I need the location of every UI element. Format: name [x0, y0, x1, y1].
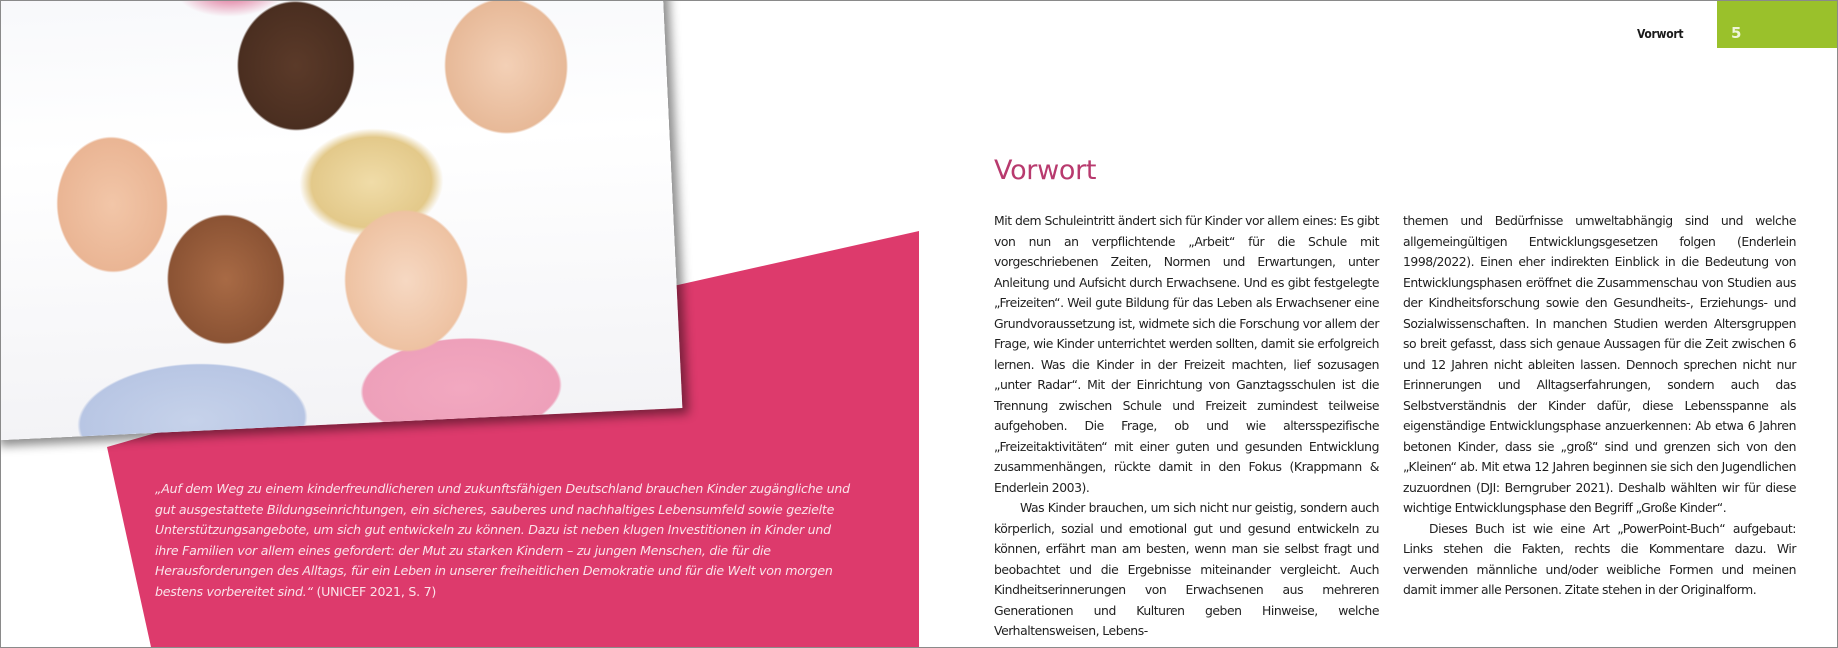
quote-text: „Auf dem Weg zu einem kinderfreundlicheren und zukunftsfähigen Deutschland brauchen Kinder zugängliche und gut ausgestattete Bildungseinrichtungen, ein sicheres, sauberes und nachhaltiges Lebensumfeld sowie gezielte Unterstützungsangebote, um sich gut entwickeln zu können. Dazu ist neben klugen Investitionen in Kinder und ihre Familien vor allem eines gefordert: der Mut zu starken Kindern – zu jungen Menschen, die für die Herausforderungen des Alltags, für ein Leben in unserer freiheitlichen Demokratie und für die Welt von morgen bestens vorbereitet sind.“	[155, 481, 850, 599]
body-column-right	[1403, 211, 1796, 601]
quote-block	[155, 479, 855, 603]
chapter-title: Vorwort	[994, 155, 1097, 187]
paragraph: Dieses Buch ist wie eine Art „PowerPoint-Buch“ aufgebaut: Links stehen die Fakten, rechts die Kommentare dazu. Wir verwenden männliche und/oder weibliche Formen und meinen damit immer alle Personen. Zitate stehen in der Originalform.	[1403, 520, 1796, 597]
quote-citation: (UNICEF 2021, S. 7)	[316, 583, 436, 599]
page-number-tab	[1717, 1, 1837, 48]
paragraph: themen und Bedürfnisse umweltabhängig sind und welche allgemeingültigen Entwicklungsgesetzen folgen (Enderlein 1998/2022). Einen eher indirekten Einblick in die Bedeutung von Entwicklungsphasen eröffnet die Zusammenschau von Studien aus der Kindheitsforschung sowie den Gesundheits-, Erziehungs- und Sozialwissenschaften. In manchen Studien werden Altersgruppen so breit gefasst, dass sich genaue Aussagen für die Zeit zwischen 6 und 12 Jahren nicht ableiten lassen. Dennoch sprechen nicht nur Erinnerungen und Alltagserfahrungen, sondern auch das Selbstverständnis der Kinder dafür, diese Lebensspanne als eigenständige Entwicklungsphase anzuerkennen: Ab etwa 6 Jahren betonen Kinder, dass sie „groß“ sind und grenzen sich von den „Kleinen“ ab. Mit etwa 12 Jahren beginnen sie sich den Jugendlichen zuzuordnen (DJI: Berngruber 2021). Deshalb wählten wir für diese wichtige Entwicklungsphase den Begriff „Große Kinder“.	[1403, 213, 1796, 515]
running-head: Vorwort	[1637, 27, 1684, 41]
body-column-left	[994, 211, 1379, 642]
paragraph: Was Kinder brauchen, um sich nicht nur geistig, sondern auch körperlich, sozial und emotional gut und gesund entwickeln zu können, erfährt man am besten, wenn man sie selbst fragt und beobachtet und die Ergebnisse miteinander vergleicht. Auch Kindheitserinnerungen von Erwachsenen aus mehreren Generationen und Kulturen geben Hinweise, welche Verhaltensweisen, Lebens-	[994, 500, 1379, 638]
page-number: 5	[1731, 24, 1742, 42]
paragraph: Mit dem Schuleintritt ändert sich für Kinder vor allem eines: Es gibt von nun an verpflichtende „Arbeit“ für die Schule mit vorgeschriebenen Zeiten, Normen und Erwartungen, unter Anleitung und Aufsicht durch Erwachsene. Und es gibt festgelegte „Freizeiten“. Weil gute Bildung für das Leben als Erwachsener eine Grundvoraussetzung ist, widmete sich die Forschung vor allem der Frage, wie Kinder unterrichtet werden sollten, damit sie erfolgreich lernen. Was die Kinder in der Freizeit machten, lief sozusagen „unter Radar“. Mit der Einrichtung von Ganztagsschulen ist die Trennung zwischen Schule und Freizeit zumindest teilweise aufgehoben. Die Frage, ob und wie altersspezifische „Freizeitaktivitäten“ mit einer guten und gesunden Entwicklung zusammenhängen, rückte damit in den Fokus (Krappmann & Enderlein 2003).	[994, 213, 1379, 495]
left-page	[1, 1, 919, 647]
children-photo	[1, 1, 682, 440]
right-page	[919, 1, 1837, 647]
